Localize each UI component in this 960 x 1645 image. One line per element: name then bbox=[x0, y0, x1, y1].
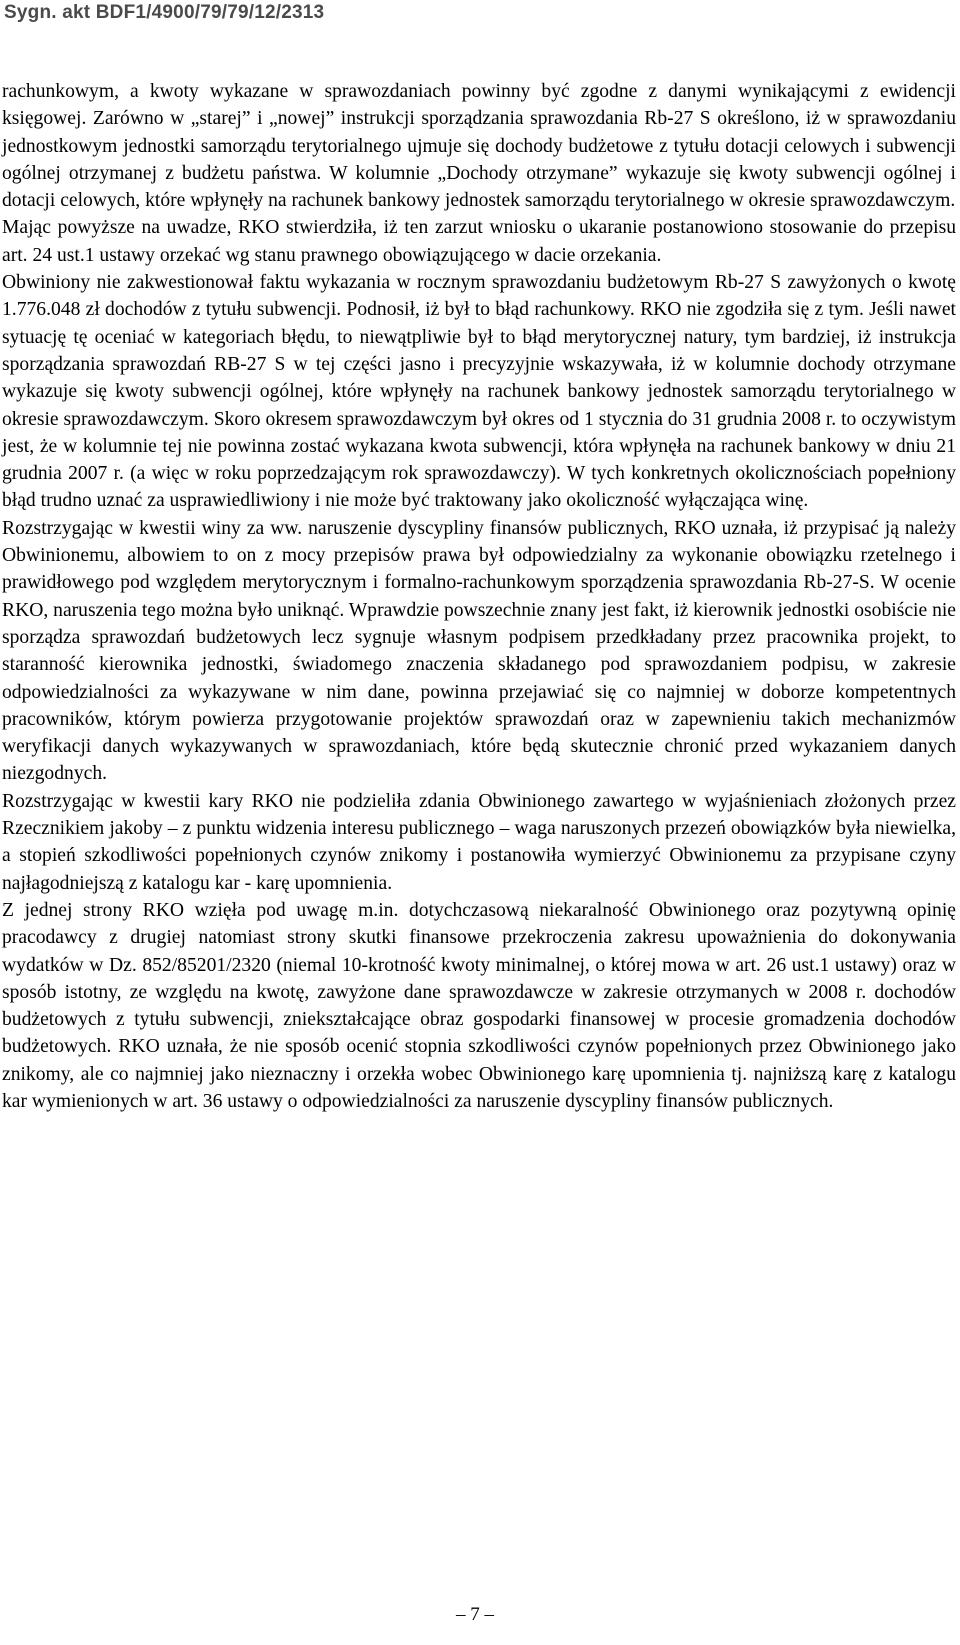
document-body bbox=[2, 78, 956, 1115]
paragraph-2: Mając powyższe na uwadze, RKO stwierdziła, iż ten zarzut wniosku o ukaranie postanowiono stosowanie do przepisu art. 24 ust.1 ustawy orzekać wg stanu prawnego obowiązującego w dacie orzekania. bbox=[2, 217, 956, 266]
paragraph-5: Rozstrzygając w kwestii kary RKO nie podzieliła zdania Obwinionego zawartego w wyjaśnieniach złożonych przez Rzecznikiem jakoby – z punktu widzenia interesu publicznego – waga naruszonych przezeń obowiązków była niewielka, a stopień szkodliwości popełnionych czynów znikomy i postanowiła wymierzyć Obwinionemu za przypisane czyny najłagodniejszą z katalogu kar - karę upomnienia. bbox=[2, 790, 956, 894]
paragraph-6: Z jednej strony RKO wzięła pod uwagę m.in. dotychczasową niekaralność Obwinionego oraz pozytywną opinię pracodawcy z drugiej natomiast strony skutki finansowe przekroczenia zakresu upoważnienia do dokonywania wydatków w Dz. 852/85201/2320 (niemal 10-krotność kwoty minimalnej, o której mowa w art. 26 ust.1 ustawy) oraz w sposób istotny, ze względu na kwotę, zawyżone dane sprawozdawcze w zakresie otrzymanych w 2008 r. dochodów budżetowych z tytułu subwencji, zniekształcające obraz gospodarki finansowej w procesie gromadzenia dochodów budżetowych. RKO uznała, że nie sposób ocenić stopnia szkodliwości czynów popełnionych przez Obwinionego jako znikomy, ale co najmniej jako nieznaczny i orzekła wobec Obwinionego karę upomnienia tj. najniższą karę z katalogu kar wymienionych w art. 36 ustawy o odpowiedzialności za naruszenie dyscypliny finansów publicznych. bbox=[2, 899, 956, 1112]
paragraph-4: Rozstrzygając w kwestii winy za ww. naruszenie dyscypliny finansów publicznych, RKO uznała, iż przypisać ją należy Obwinionemu, albowiem to on z mocy przepisów prawa był odpowiedzialny za wykonanie obowiązku rzetelnego i prawidłowego pod względem merytorycznym i formalno-rachunkowym sporządzenia sprawozdania Rb-27-S. W ocenie RKO, naruszenia tego można było uniknąć. Wprawdzie powszechnie znany jest fakt, iż kierownik jednostki osobiście nie sporządza sprawozdań budżetowych lecz sygnuje własnym podpisem przedkładany przez pracownika projekt, to staranność kierownika jednostki, świadomego znaczenia składanego pod sprawozdaniem podpisu, w zakresie odpowiedzialności za wykazywane w nim dane, powinna przejawiać się co najmniej w doborze kompetentnych pracowników, którym powierza przygotowanie projektów sprawozdań oraz w zapewnieniu takich mechanizmów weryfikacji danych wykazywanych w sprawozdaniach, które będą skutecznie chronić przed wykazaniem danych niezgodnych. bbox=[2, 517, 957, 785]
paragraph-1: rachunkowym, a kwoty wykazane w sprawozdaniach powinny być zgodne z danymi wynikającymi z ewidencji księgowej. Zarówno w „starej” i „nowej” instrukcji sporządzania sprawozdania Rb-27 S określono, iż w sprawozdaniu jednostkowym jednostki samorządu terytorialnego ujmuje się dochody budżetowe z tytułu dotacji celowych i subwencji ogólnej otrzymanej z budżetu państwa. W kolumnie „Dochody otrzymane” wykazuje się kwoty subwencji ogólnej i dotacji celowych, które wpłynęły na rachunek bankowy jednostek samorządu terytorialnego w okresie sprawozdawczym. bbox=[2, 81, 956, 212]
case-signature: Sygn. akt BDF1/4900/79/79/12/2313 bbox=[4, 2, 325, 23]
paragraph-3: Obwiniony nie zakwestionował faktu wykazania w rocznym sprawozdaniu budżetowym Rb-27 S zawyżonych o kwotę 1.776.048 zł dochodów z tytułu subwencji. Podnosił, iż był to błąd rachunkowy. RKO nie zgodziła się z tym. Jeśli nawet sytuację tę oceniać w kategoriach błędu, to niewątpliwie był to błąd merytorycznej natury, tym bardziej, iż instrukcja sporządzania sprawozdań RB-27 S w tej części jasno i precyzyjnie wskazywała, iż w kolumnie dochody otrzymane wykazuje się kwoty subwencji ogólnej, które wpłynęły na rachunek bankowy jednostek samorządu terytorialnego w okresie sprawozdawczym. Skoro okresem sprawozdawczym był okres od 1 stycznia do 31 grudnia 2008 r. to oczywistym jest, że w kolumnie tej nie powinna zostać wykazana kwota subwencji, która wpłynęła na rachunek bankowy w dniu 21 grudnia 2007 r. (a więc w roku poprzedzającym rok sprawozdawczy). W tych konkretnych okolicznościach popełniony błąd trudno uznać za usprawiedliwiony i nie może być traktowany jako okoliczność wyłączająca winę. bbox=[2, 272, 956, 512]
page-footer bbox=[0, 1604, 960, 1626]
page-number: – 7 – bbox=[456, 1604, 494, 1625]
